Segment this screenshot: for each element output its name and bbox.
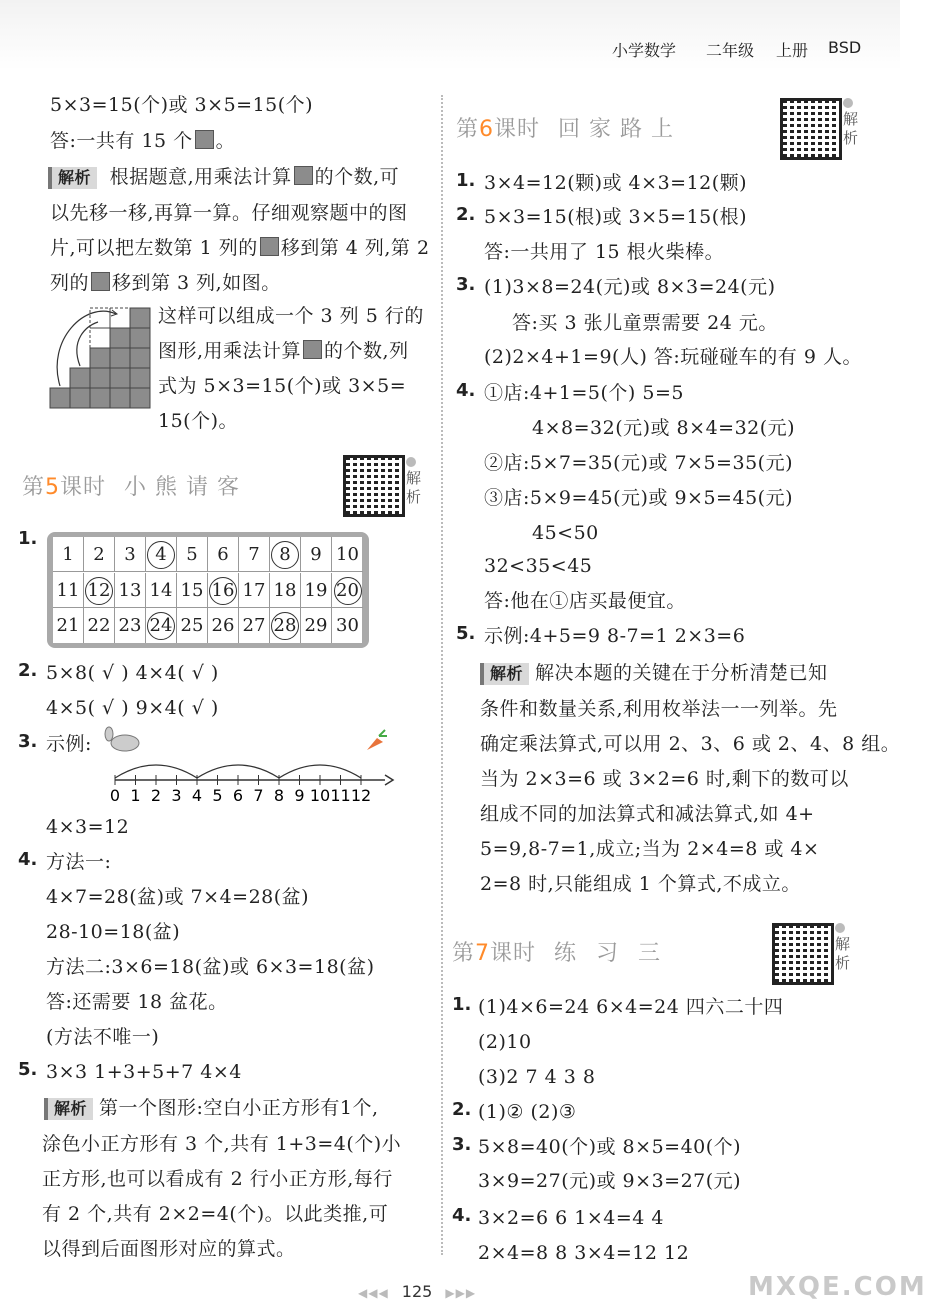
number-line-label: 1 [130, 786, 141, 805]
grid-cell: 10 [332, 537, 363, 572]
header-grade: 二年级 [706, 41, 755, 60]
play-icon [406, 457, 416, 467]
number-line-label: 2 [150, 786, 162, 805]
circled-number: 28 [271, 612, 299, 640]
r5-text: 示例:4+5=9 8-7=1 2×3=6 [484, 625, 746, 647]
header-volume: 上册 [776, 41, 809, 60]
grid-cell: 21 [53, 608, 84, 643]
analysis-tag: 解析 [44, 1098, 93, 1120]
qr-code-icon[interactable] [772, 923, 834, 985]
s1-line-3: (3)2 7 4 3 8 [478, 1066, 596, 1088]
grid-cell [270, 537, 301, 572]
page-number: 125 [401, 1282, 433, 1301]
number-line-label: 7 [253, 786, 264, 805]
header-subject: 小学数学 [612, 41, 677, 60]
r4-line-2: 4×8=32(元)或 8×4=32(元) [532, 417, 796, 439]
hundred-chart-cells [53, 537, 362, 643]
analysis-5-line-2: 涂色小正方形有 3 个,共有 1+3=4(个)小 [42, 1133, 402, 1155]
gray-square-icon [260, 237, 279, 256]
grid-cell [270, 608, 301, 643]
q4-line-5: 答:还需要 18 盆花。 [46, 991, 228, 1013]
s1-text: (1)4×6=24 6×4=24 四六二十四 [478, 996, 784, 1018]
grid-cell: 30 [336, 615, 359, 636]
s1-number: 1. [452, 994, 472, 1015]
grid-cell: 15 [177, 573, 208, 608]
analysis-6-line-6: 5=9,8-7=1,成立;当为 2×4=8 或 4× [480, 838, 820, 860]
qr-code-icon[interactable] [343, 455, 405, 517]
grid-cell: 29 [301, 608, 332, 643]
q1-number: 1. [18, 528, 38, 549]
r1-number: 1. [456, 170, 476, 191]
grid-cell [84, 573, 115, 608]
r2-number: 2. [456, 204, 476, 225]
s2-number: 2. [452, 1099, 472, 1120]
column-divider [441, 95, 443, 1255]
r3-part-2: (2)2×4+1=9(人) 答:玩碰碰车的有 9 人。 [484, 346, 862, 368]
s3-text: 5×8=40(个)或 8×5=40(个) [478, 1136, 742, 1158]
r2-answer: 答:一共用了 15 根火柴棒。 [484, 241, 725, 263]
play-icon [835, 923, 845, 933]
watermark: MXQE.COM [748, 1272, 927, 1302]
number-line-label: 3 [171, 786, 182, 805]
s4-text: 3×2=6 6 1×4=4 4 [478, 1207, 665, 1229]
analysis-6-line-4: 当为 2×3=6 或 3×2=6 时,剩下的数可以 [480, 768, 849, 790]
r2-text: 5×3=15(根)或 3×5=15(根) [484, 206, 748, 228]
r4-line-3: ②店:5×7=35(元)或 7×5=35(元) [484, 452, 793, 474]
grid-cell: 22 [84, 608, 115, 643]
analysis-6-line-2: 条件和数量关系,利用枚举法一一列举。先 [480, 698, 838, 720]
header-edition: BSD [828, 38, 862, 57]
circled-number: 20 [334, 577, 362, 605]
q4-line-3: 28-10=18(盆) [46, 921, 181, 943]
grid-cell: 23 [115, 608, 146, 643]
grid-cell: 5 [177, 537, 208, 572]
r4-text: ①店:4+1=5(个) 5=5 [484, 382, 684, 404]
analysis-1-line-4: 列的 移到第 3 列,如图。 [50, 272, 281, 294]
qr-code-icon[interactable] [780, 98, 842, 160]
grid-cell: 3 [115, 537, 146, 572]
grid-cell: 14 [146, 573, 177, 608]
carrot-icon [367, 738, 383, 750]
prev-arrows-icon: ◀◀◀ [358, 1286, 389, 1300]
q3-equation: 4×3=12 [46, 816, 130, 838]
number-line-label: 0 [109, 786, 121, 805]
analysis-5-line-4: 有 2 个,共有 2×2=4(个)。以此类推,可 [42, 1203, 389, 1225]
s3-line-2: 3×9=27(元)或 9×3=27(元) [478, 1170, 742, 1192]
rabbit-icon [111, 735, 139, 751]
gray-square-icon [294, 166, 313, 185]
circled-number: 8 [271, 541, 299, 569]
analysis-6-line-7: 2=8 时,只能组成 1 个算式,不成立。 [480, 873, 801, 895]
q3-number: 3. [18, 731, 38, 752]
q4-line-4: 方法二:3×6=18(盆)或 6×3=18(盆) [46, 956, 375, 978]
lesson-5-title: 第5课时 小熊请客 [22, 475, 249, 500]
analysis-6-line-1: 解析 解决本题的关键在于分析清楚已知 [480, 660, 828, 686]
gray-square-icon [91, 272, 110, 291]
grid-cell: 27 [239, 608, 270, 643]
circled-number: 4 [147, 541, 175, 569]
r4-answer: 答:他在①店买最便宜。 [484, 590, 686, 612]
grid-cell: 26 [208, 608, 239, 643]
hundred-chart [47, 532, 369, 648]
q2-number: 2. [18, 660, 38, 681]
grid-cell: 25 [177, 608, 208, 643]
analysis-5-line-5: 以得到后面图形对应的算式。 [42, 1238, 296, 1260]
grid-cell: 19 [301, 573, 332, 608]
s4-number: 4. [452, 1205, 472, 1226]
qr-label: 解析 [835, 923, 853, 973]
figure-text-4: 15(个)。 [158, 410, 239, 432]
analysis-tag: 解析 [480, 663, 529, 685]
r4-line-6: 32<35<45 [484, 555, 593, 577]
q4-line-6: (方法不唯一) [46, 1026, 160, 1048]
play-icon [843, 98, 853, 108]
grid-cell: 2 [84, 537, 115, 572]
number-line-label: 4 [191, 786, 203, 805]
grid-cell [332, 573, 363, 608]
grid-cell [146, 537, 177, 572]
q5-equations: 3×3 1+3+5+7 4×4 [46, 1061, 242, 1083]
circled-number: 12 [85, 577, 113, 605]
r5-number: 5. [456, 623, 476, 644]
qr-label: 解析 [843, 98, 861, 148]
grid-cell: 18 [270, 573, 301, 608]
analysis-6-line-3: 确定乘法算式,可以用 2、3、6 或 2、4、8 组。 [480, 733, 901, 755]
analysis-tag: 解析 [48, 167, 97, 189]
q4-line-2: 4×7=28(盆)或 7×4=28(盆) [46, 886, 310, 908]
s2-text: (1)② (2)③ [478, 1101, 577, 1123]
r4-line-5: 45<50 [532, 522, 599, 544]
q2-line-2: 4×5( √ ) 9×4( √ ) [46, 697, 219, 719]
number-line-label: 12 [350, 786, 372, 805]
gray-square-icon [303, 340, 322, 359]
figure-text-2: 图形,用乘法计算 的个数,列 [158, 340, 409, 362]
figure-text-3: 式为 5×3=15(个)或 3×5= [158, 375, 407, 397]
staircase-figure [46, 300, 152, 412]
s4-line-2: 2×4=8 8 3×4=12 12 [478, 1242, 690, 1264]
grid-cell: 7 [239, 537, 270, 572]
lesson-7-title: 第7课时 练习三 [452, 941, 681, 966]
grid-cell: 9 [301, 537, 332, 572]
r1-text: 3×4=12(颗)或 4×3=12(颗) [484, 172, 748, 194]
number-line-label: 10 [309, 786, 331, 805]
analysis-1-line-3: 片,可以把左数第 1 列的 移到第 4 列,第 2 [50, 237, 430, 259]
qr-label: 解析 [406, 457, 424, 507]
number-line-label: 11 [330, 786, 351, 805]
s3-number: 3. [452, 1134, 472, 1155]
number-line-label: 6 [232, 786, 244, 805]
circled-number: 24 [147, 612, 175, 640]
q5-number: 5. [18, 1059, 38, 1080]
q2-line-1: 5×8( √ ) 4×4( √ ) [46, 662, 219, 684]
figure-text-1: 这样可以组成一个 3 列 5 行的 [158, 305, 424, 327]
r3-text: (1)3×8=24(元)或 8×3=24(元) [484, 276, 776, 298]
grid-cell: 11 [53, 573, 84, 608]
number-line-label: 8 [273, 786, 285, 805]
analysis-5-line-3: 正方形,也可以看成有 2 行小正方形,每行 [42, 1168, 393, 1190]
number-line [95, 728, 395, 808]
q3-example-label: 示例: [46, 733, 92, 755]
left-answer: 答:一共有 15 个 。 [50, 130, 236, 152]
analysis-1-line-2: 以先移一移,再算一算。仔细观察题中的图 [50, 202, 408, 224]
left-line-1: 5×3=15(个)或 3×5=15(个) [50, 94, 314, 116]
lesson-6-title: 第6课时 回家路上 [456, 117, 683, 142]
analysis-6-line-5: 组成不同的加法算式和减法算式,如 4+ [480, 803, 815, 825]
analysis-5-line-1: 解析 第一个图形:空白小正方形有1个, [44, 1095, 379, 1121]
grid-cell [146, 608, 177, 643]
number-line-label: 5 [212, 786, 223, 805]
grid-cell: 1 [53, 537, 84, 572]
r3-number: 3. [456, 274, 476, 295]
analysis-1-line-1: 解析 根据题意,用乘法计算 的个数,可 [48, 164, 399, 190]
r4-line-4: ③店:5×9=45(元)或 9×5=45(元) [484, 487, 793, 509]
grid-cell: 17 [239, 573, 270, 608]
q4-number: 4. [18, 849, 38, 870]
next-arrows-icon: ▶▶▶ [445, 1286, 477, 1300]
header-band [0, 0, 900, 70]
grid-cell: 13 [115, 573, 146, 608]
r4-number: 4. [456, 380, 476, 401]
page-footer [358, 1282, 476, 1301]
s1-line-2: (2)10 [478, 1031, 532, 1053]
grid-cell [208, 573, 239, 608]
grid-cell: 6 [208, 537, 239, 572]
circled-number: 16 [209, 577, 237, 605]
number-line-label: 9 [294, 786, 305, 805]
q4-line-1: 方法一: [46, 851, 112, 873]
gray-square-icon [195, 130, 214, 149]
r3-answer: 答:买 3 张儿童票需要 24 元。 [512, 312, 778, 334]
